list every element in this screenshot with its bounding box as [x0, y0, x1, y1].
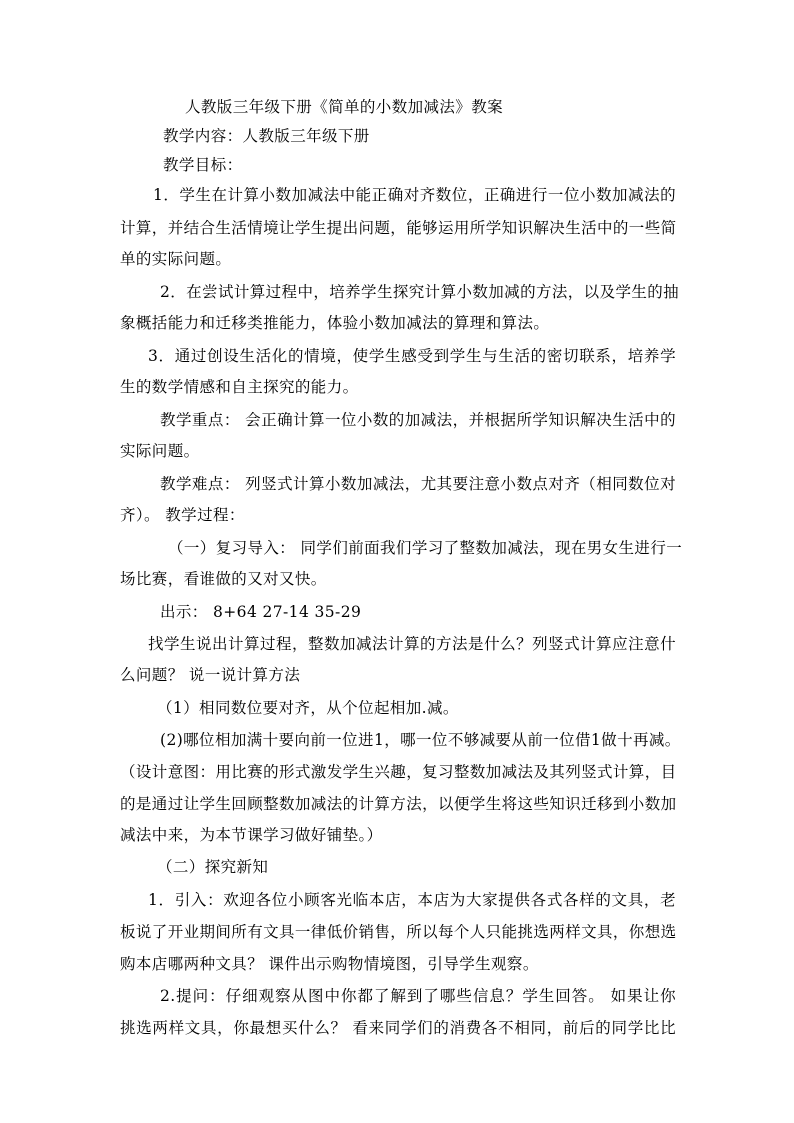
paragraph-line: 教学重点： 会正确计算一位小数的加减法，并根据所学知识解决生活中的: [160, 411, 676, 429]
paragraph-line: 3．通过创设生活化的情境，使学生感受到学生与生活的密切联系，培养学: [148, 347, 676, 365]
paragraph-line: 场比赛，看谁做的又对又快。: [120, 570, 327, 588]
paragraph-line: 出示： 8+64 27-14 35-29: [160, 603, 362, 621]
paragraph-line: 2．在尝试计算过程中，培养学生探究计算小数加减的方法，以及学生的抽: [160, 283, 680, 301]
paragraph-line: 么问题？ 说一说计算方法: [120, 666, 301, 684]
paragraph-line: （设计意图：用比赛的形式激发学生兴趣，复习整数加减法及其列竖式计算，目: [120, 763, 677, 781]
paragraph-line: 教学内容：人教版三年级下册: [163, 127, 370, 145]
document-title: 人教版三年级下册《简单的小数加减法》教案: [185, 98, 504, 116]
paragraph-line: (2)哪位相加满十要向前一位进1，哪一位不够减要从前一位借1做十再减。: [160, 731, 681, 749]
paragraph-line: 购本店哪两种文具？ 课件出示购物情境图，引导学生观察。: [120, 955, 539, 973]
paragraph-line: 1．引入：欢迎各位小顾客光临本店，本店为大家提供各式各样的文具，老: [148, 891, 676, 909]
paragraph-line: （1）相同数位要对齐，从个位起相加.减。: [157, 699, 459, 717]
paragraph-line: 1．学生在计算小数加减法中能正确对齐数位，正确进行一位小数加减法的: [153, 186, 676, 204]
paragraph-line: 板说了开业期间所有文具一律低价销售，所以每个人只能挑选两样文具，你想选: [120, 923, 677, 941]
paragraph-line: 减法中来，为本节课学习做好铺垫。）: [120, 826, 383, 844]
paragraph-line: 教学难点： 列竖式计算小数加减法，尤其要注意小数点对齐（相同数位对: [160, 475, 676, 493]
paragraph-line: 实际问题。: [120, 442, 200, 460]
paragraph-line: （一）复习导入： 同学们前面我们学习了整数加减法，现在男女生进行一: [168, 539, 683, 557]
paragraph-line: 挑选两样文具，你最想买什么？ 看来同学们的消费各不相同，前后的同学比比: [120, 1019, 676, 1037]
paragraph-line: 教学目标：: [163, 156, 243, 174]
paragraph-line: 生的数学情感和自主探究的能力。: [120, 378, 359, 396]
paragraph-line: 单的实际问题。: [120, 250, 232, 268]
paragraph-line: 计算，并结合生活情境让学生提出问题，能够运用所学知识解决生活中的一些简: [120, 219, 677, 237]
section-heading: （二）探究新知: [157, 858, 269, 876]
paragraph-line: 象概括能力和迁移类推能力，体验小数加减法的算理和算法。: [120, 314, 550, 332]
paragraph-line: 齐）。 教学过程：: [120, 506, 245, 524]
paragraph-line: 找学生说出计算过程，整数加减法计算的方法是什么？列竖式计算应注意什: [148, 635, 676, 653]
paragraph-line: 的是通过让学生回顾整数加减法的计算方法，以便学生将这些知识迁移到小数加: [120, 795, 677, 813]
paragraph-line: 2.提问：仔细观察从图中你都了解到了哪些信息？学生回答。 如果让你: [160, 987, 676, 1005]
